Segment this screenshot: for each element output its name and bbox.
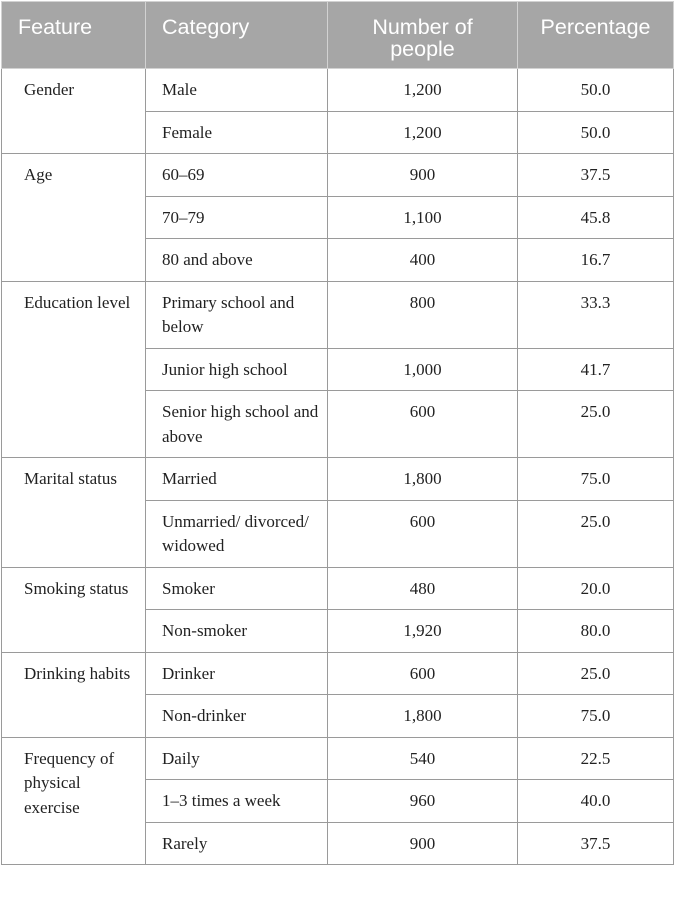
category-cell: Daily [146, 737, 328, 780]
percentage-cell: 22.5 [518, 737, 674, 780]
table-row [2, 652, 674, 695]
table-row [2, 69, 674, 112]
table-header [2, 2, 674, 69]
number-cell: 1,800 [328, 695, 518, 738]
feature-cell: Age [2, 154, 146, 282]
category-cell: 70–79 [146, 196, 328, 239]
percentage-cell: 33.3 [518, 281, 674, 348]
percentage-cell: 41.7 [518, 348, 674, 391]
number-cell: 540 [328, 737, 518, 780]
category-cell: 1–3 times a week [146, 780, 328, 823]
header-number-of-people [328, 2, 518, 69]
category-cell: Female [146, 111, 328, 154]
percentage-cell: 45.8 [518, 196, 674, 239]
percentage-cell: 25.0 [518, 652, 674, 695]
number-cell: 600 [328, 652, 518, 695]
percentage-cell: 25.0 [518, 500, 674, 567]
category-cell: Drinker [146, 652, 328, 695]
percentage-cell: 75.0 [518, 458, 674, 501]
category-cell: Non-drinker [146, 695, 328, 738]
category-cell: Rarely [146, 822, 328, 865]
header-number-line1: Number of [372, 15, 473, 39]
category-cell: Senior high school and above [146, 391, 328, 458]
number-cell: 1,920 [328, 610, 518, 653]
header-row [2, 2, 674, 69]
header-category: Category [146, 2, 328, 69]
category-cell: Male [146, 69, 328, 112]
percentage-cell: 75.0 [518, 695, 674, 738]
feature-cell: Frequency of physical exercise [2, 737, 146, 865]
category-cell: Junior high school [146, 348, 328, 391]
category-cell: Smoker [146, 567, 328, 610]
category-cell: Non-smoker [146, 610, 328, 653]
header-feature: Feature [2, 2, 146, 69]
percentage-cell: 80.0 [518, 610, 674, 653]
number-cell: 900 [328, 154, 518, 197]
table-body [2, 69, 674, 865]
number-cell: 1,800 [328, 458, 518, 501]
header-percentage: Percentage [518, 2, 674, 69]
category-cell: Married [146, 458, 328, 501]
percentage-cell: 37.5 [518, 822, 674, 865]
table-row [2, 154, 674, 197]
category-cell: 80 and above [146, 239, 328, 282]
percentage-cell: 50.0 [518, 69, 674, 112]
number-cell: 1,100 [328, 196, 518, 239]
number-cell: 1,000 [328, 348, 518, 391]
number-cell: 1,200 [328, 69, 518, 112]
percentage-cell: 40.0 [518, 780, 674, 823]
percentage-cell: 50.0 [518, 111, 674, 154]
header-number-line2: people [390, 37, 455, 61]
category-cell: Primary school and below [146, 281, 328, 348]
number-cell: 600 [328, 500, 518, 567]
feature-cell: Drinking habits [2, 652, 146, 737]
feature-cell: Education level [2, 281, 146, 458]
number-cell: 900 [328, 822, 518, 865]
feature-cell: Gender [2, 69, 146, 154]
percentage-cell: 20.0 [518, 567, 674, 610]
number-cell: 600 [328, 391, 518, 458]
number-cell: 1,200 [328, 111, 518, 154]
category-cell: Unmarried/ divorced/ widowed [146, 500, 328, 567]
number-cell: 960 [328, 780, 518, 823]
number-cell: 400 [328, 239, 518, 282]
table-row [2, 281, 674, 348]
number-cell: 480 [328, 567, 518, 610]
table-row [2, 458, 674, 501]
number-cell: 800 [328, 281, 518, 348]
table-row [2, 567, 674, 610]
percentage-cell: 16.7 [518, 239, 674, 282]
percentage-cell: 25.0 [518, 391, 674, 458]
table-row [2, 737, 674, 780]
feature-cell: Smoking status [2, 567, 146, 652]
percentage-cell: 37.5 [518, 154, 674, 197]
demographics-table [1, 1, 674, 865]
category-cell: 60–69 [146, 154, 328, 197]
feature-cell: Marital status [2, 458, 146, 568]
